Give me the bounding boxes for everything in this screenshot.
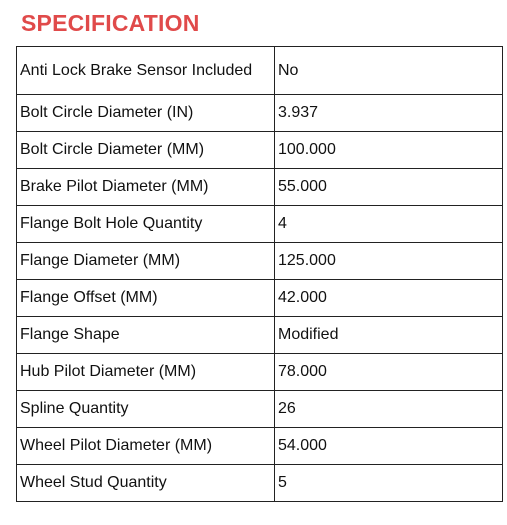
spec-label: Flange Bolt Hole Quantity bbox=[17, 206, 275, 243]
specification-heading: SPECIFICATION bbox=[21, 10, 200, 36]
spec-value: 78.000 bbox=[275, 354, 503, 391]
spec-value: 5 bbox=[275, 465, 503, 502]
spec-row bbox=[17, 280, 503, 317]
spec-value: 55.000 bbox=[275, 169, 503, 206]
spec-value: 4 bbox=[275, 206, 503, 243]
spec-label: Wheel Pilot Diameter (MM) bbox=[17, 428, 275, 465]
spec-row bbox=[17, 169, 503, 206]
spec-label: Brake Pilot Diameter (MM) bbox=[17, 169, 275, 206]
spec-row bbox=[17, 354, 503, 391]
spec-label: Bolt Circle Diameter (IN) bbox=[17, 95, 275, 132]
spec-value: 3.937 bbox=[275, 95, 503, 132]
spec-value: No bbox=[275, 47, 503, 95]
spec-value: 26 bbox=[275, 391, 503, 428]
spec-label: Wheel Stud Quantity bbox=[17, 465, 275, 502]
spec-label: Flange Diameter (MM) bbox=[17, 243, 275, 280]
specification-table bbox=[16, 46, 503, 502]
spec-value: Modified bbox=[275, 317, 503, 354]
spec-row bbox=[17, 428, 503, 465]
spec-label: Hub Pilot Diameter (MM) bbox=[17, 354, 275, 391]
spec-row bbox=[17, 132, 503, 169]
spec-row bbox=[17, 391, 503, 428]
spec-label: Flange Shape bbox=[17, 317, 275, 354]
spec-label: Bolt Circle Diameter (MM) bbox=[17, 132, 275, 169]
spec-label: Spline Quantity bbox=[17, 391, 275, 428]
spec-row bbox=[17, 317, 503, 354]
spec-value: 100.000 bbox=[275, 132, 503, 169]
spec-value: 42.000 bbox=[275, 280, 503, 317]
spec-row bbox=[17, 465, 503, 502]
spec-row bbox=[17, 47, 503, 95]
spec-label: Flange Offset (MM) bbox=[17, 280, 275, 317]
spec-row bbox=[17, 95, 503, 132]
spec-value: 125.000 bbox=[275, 243, 503, 280]
spec-row bbox=[17, 243, 503, 280]
spec-label: Anti Lock Brake Sensor Included bbox=[17, 47, 275, 95]
spec-row bbox=[17, 206, 503, 243]
spec-value: 54.000 bbox=[275, 428, 503, 465]
